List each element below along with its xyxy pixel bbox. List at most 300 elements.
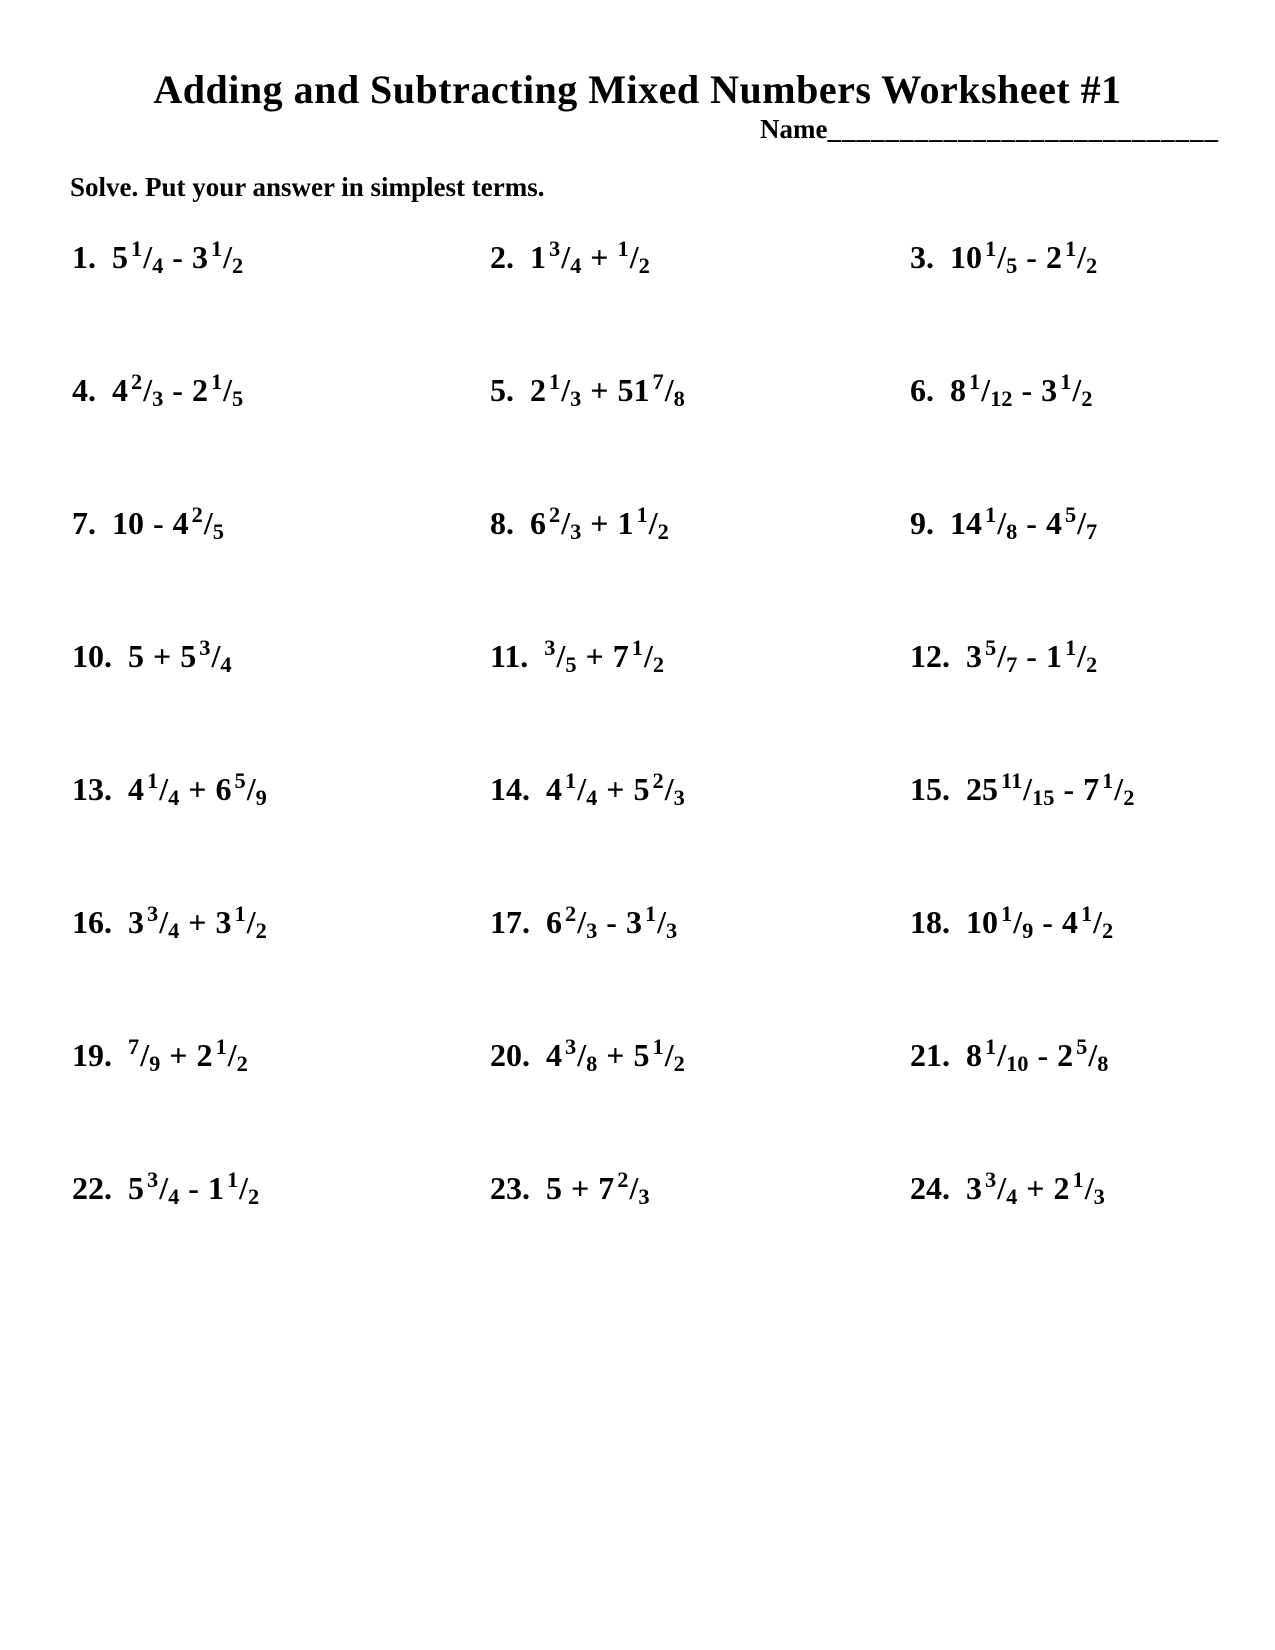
fraction-numerator: 1 — [631, 635, 643, 661]
fraction-denominator: 2 — [236, 1050, 248, 1076]
operator: - — [1026, 638, 1037, 674]
fraction — [644, 901, 678, 943]
fraction-denominator: 2 — [652, 651, 665, 677]
operator: - — [1026, 239, 1037, 275]
fraction-numerator: 1 — [1080, 901, 1093, 927]
fraction-slash: / — [577, 771, 587, 807]
fraction — [1064, 236, 1098, 278]
fraction — [617, 236, 650, 278]
operator: + — [590, 505, 609, 541]
fraction-slash: / — [561, 372, 571, 408]
fraction-numerator: 1 — [234, 901, 246, 927]
fraction-slash: / — [997, 239, 1007, 275]
fraction — [631, 635, 665, 677]
fraction-numerator: 1 — [617, 236, 629, 262]
problem-number: 22. — [72, 1170, 112, 1206]
whole-number: 51 — [617, 372, 650, 408]
problem-number: 4. — [72, 372, 96, 408]
fraction-numerator: 5 — [234, 768, 246, 794]
whole-number: 8 — [966, 1037, 982, 1073]
whole-number: 6 — [530, 505, 546, 541]
whole-number: 2 — [1057, 1037, 1074, 1073]
fraction — [1064, 635, 1098, 677]
fraction — [131, 236, 164, 278]
whole-number: 2 — [1053, 1170, 1070, 1206]
fraction-slash: / — [664, 1037, 674, 1073]
operator: - — [1021, 372, 1033, 408]
fraction-slash: / — [246, 771, 256, 807]
fraction-denominator: 2 — [232, 252, 244, 278]
fraction-numerator: 1 — [210, 369, 223, 395]
fraction-denominator: 2 — [673, 1050, 685, 1076]
fraction-numerator: 2 — [617, 1167, 629, 1193]
fraction-numerator: 7 — [128, 1034, 140, 1060]
problem-9 — [910, 500, 1255, 633]
fraction-denominator: 10 — [1006, 1050, 1029, 1076]
fraction — [147, 1167, 180, 1209]
fraction — [985, 1167, 1018, 1209]
fraction — [199, 635, 232, 677]
operator: - — [188, 1170, 199, 1206]
fraction-slash: / — [997, 638, 1007, 674]
problem-expression — [112, 502, 224, 544]
problem-5 — [490, 367, 910, 500]
fraction-denominator: 2 — [638, 252, 650, 278]
fraction-denominator: 5 — [565, 651, 577, 677]
fraction-numerator: 1 — [644, 901, 657, 927]
whole-number: 1 — [617, 505, 634, 541]
whole-number: 5 — [112, 239, 128, 275]
fraction-numerator: 1 — [1060, 369, 1072, 395]
fraction — [226, 1167, 260, 1209]
whole-number: 5 — [128, 1170, 144, 1206]
fraction-slash: / — [997, 1037, 1007, 1073]
problem-expression — [950, 502, 1098, 544]
fraction-numerator: 1 — [147, 768, 159, 794]
problem-number: 1. — [72, 239, 96, 275]
operator: - — [172, 372, 183, 408]
problem-number: 12. — [910, 638, 950, 674]
whole-number: 5 — [128, 638, 144, 674]
whole-number: 4 — [546, 771, 562, 807]
problem-expression — [530, 236, 650, 278]
name-label: Name — [760, 114, 828, 144]
fraction-slash: / — [159, 904, 169, 940]
fraction-denominator: 3 — [666, 917, 678, 943]
problem-number: 6. — [910, 372, 934, 408]
fraction-numerator: 1 — [1064, 635, 1077, 661]
fraction-numerator: 1 — [969, 369, 981, 395]
fraction-denominator: 5 — [212, 518, 224, 544]
instruction-text: Solve. Put your answer in simplest terms. — [70, 172, 545, 202]
fraction-numerator: 1 — [210, 236, 223, 262]
fraction-numerator: 1 — [565, 768, 577, 794]
operator: + — [188, 771, 207, 807]
fraction — [1001, 768, 1055, 810]
fraction-denominator: 3 — [638, 1183, 650, 1209]
problem-expression — [128, 635, 232, 677]
fraction-numerator: 1 — [215, 1034, 227, 1060]
fraction — [191, 502, 224, 544]
problem-expression — [546, 1034, 685, 1076]
problem-3 — [910, 234, 1255, 367]
fraction-numerator: 7 — [652, 369, 664, 395]
fraction — [549, 236, 582, 278]
operator: + — [153, 638, 172, 674]
fraction — [147, 768, 180, 810]
whole-number: 3 — [625, 904, 642, 940]
fraction — [234, 901, 267, 943]
whole-number: 7 — [1083, 771, 1100, 807]
fraction-slash: / — [556, 638, 566, 674]
whole-number: 10 — [966, 904, 998, 940]
fraction-slash: / — [159, 1170, 169, 1206]
whole-number: 5 — [180, 638, 197, 674]
fraction-denominator: 4 — [152, 252, 164, 278]
operator: + — [169, 1037, 188, 1073]
fraction — [1072, 1167, 1105, 1209]
problem-17 — [490, 899, 910, 1032]
problem-10 — [72, 633, 490, 766]
whole-number: 2 — [530, 372, 546, 408]
fraction-slash: / — [1093, 904, 1103, 940]
whole-number: 4 — [1061, 904, 1078, 940]
problem-23 — [490, 1165, 910, 1298]
fraction-numerator: 5 — [985, 635, 997, 661]
fraction-denominator: 2 — [248, 1183, 260, 1209]
fraction-denominator: 3 — [570, 518, 582, 544]
problem-expression — [546, 768, 685, 810]
fraction-denominator: 9 — [1022, 917, 1034, 943]
fraction-numerator: 2 — [549, 502, 561, 528]
problem-8 — [490, 500, 910, 633]
fraction-numerator: 1 — [549, 369, 561, 395]
operator: + — [590, 372, 609, 408]
fraction-slash: / — [143, 239, 153, 275]
whole-number: 3 — [128, 904, 144, 940]
fraction — [210, 369, 244, 411]
problem-expression — [966, 1034, 1109, 1076]
problem-15 — [910, 766, 1255, 899]
fraction-slash: / — [1077, 239, 1087, 275]
fraction-slash: / — [561, 239, 571, 275]
fraction-slash: / — [223, 372, 233, 408]
fraction-denominator: 3 — [570, 385, 582, 411]
fraction-numerator: 1 — [985, 236, 997, 262]
problem-number: 24. — [910, 1170, 950, 1206]
fraction — [1064, 502, 1098, 544]
fraction — [565, 1034, 598, 1076]
fraction-slash: / — [1013, 904, 1023, 940]
fraction-slash: / — [643, 638, 653, 674]
fraction-denominator: 2 — [1102, 917, 1114, 943]
fraction-denominator: 9 — [149, 1050, 161, 1076]
operator: + — [585, 638, 604, 674]
problem-24 — [910, 1165, 1255, 1298]
fraction-slash: / — [211, 638, 221, 674]
problem-expression — [112, 369, 244, 411]
fraction — [985, 635, 1018, 677]
problem-expression — [128, 1167, 260, 1209]
fraction-slash: / — [561, 505, 571, 541]
operator: + — [606, 1037, 625, 1073]
fraction-denominator: 8 — [1097, 1050, 1109, 1076]
whole-number: 5 — [633, 771, 650, 807]
fraction-slash: / — [143, 372, 153, 408]
problem-number: 2. — [490, 239, 514, 275]
problem-11 — [490, 633, 910, 766]
problem-expression — [546, 1167, 650, 1209]
problem-number: 10. — [72, 638, 112, 674]
fraction-numerator: 2 — [131, 369, 143, 395]
whole-number: 10 — [112, 505, 144, 541]
fraction-numerator: 1 — [1064, 236, 1077, 262]
fraction — [617, 1167, 650, 1209]
name-underline: ___________________________ — [827, 114, 1219, 144]
fraction-denominator: 4 — [586, 784, 598, 810]
fraction-slash: / — [657, 904, 667, 940]
problem-expression — [966, 1167, 1105, 1209]
problem-number: 19. — [72, 1037, 112, 1073]
fraction — [544, 635, 577, 677]
fraction-denominator: 3 — [152, 385, 164, 411]
fraction-denominator: 9 — [255, 784, 267, 810]
problem-number: 3. — [910, 239, 934, 275]
fraction — [985, 236, 1018, 278]
problem-6 — [910, 367, 1255, 500]
fraction-numerator: 3 — [565, 1034, 577, 1060]
fraction-denominator: 15 — [1032, 784, 1055, 810]
problem-number: 7. — [72, 505, 96, 541]
fraction — [1102, 768, 1135, 810]
fraction — [215, 1034, 248, 1076]
whole-number: 3 — [215, 904, 232, 940]
problem-16 — [72, 899, 490, 1032]
fraction-slash: / — [1088, 1037, 1098, 1073]
fraction — [985, 502, 1018, 544]
fraction-slash: / — [997, 1170, 1007, 1206]
problem-13 — [72, 766, 490, 899]
fraction-denominator: 3 — [586, 917, 598, 943]
fraction-numerator: 2 — [191, 502, 203, 528]
fraction-denominator: 8 — [586, 1050, 598, 1076]
fraction — [652, 768, 685, 810]
whole-number: 4 — [112, 372, 128, 408]
fraction — [234, 768, 267, 810]
problem-number: 9. — [910, 505, 934, 541]
fraction — [549, 369, 582, 411]
fraction — [652, 369, 685, 411]
fraction-slash: / — [1072, 372, 1082, 408]
operator: + — [606, 771, 625, 807]
fraction-denominator: 4 — [168, 917, 180, 943]
fraction-slash: / — [981, 372, 991, 408]
problem-number: 20. — [490, 1037, 530, 1073]
problem-number: 16. — [72, 904, 112, 940]
whole-number: 6 — [546, 904, 562, 940]
problem-12 — [910, 633, 1255, 766]
fraction — [1076, 1034, 1109, 1076]
whole-number: 5 — [633, 1037, 650, 1073]
operator: - — [1063, 771, 1075, 807]
whole-number: 2 — [196, 1037, 213, 1073]
problem-expression — [128, 1034, 248, 1076]
problem-expression — [530, 369, 685, 411]
whole-number: 3 — [191, 239, 208, 275]
fraction — [636, 502, 669, 544]
fraction — [210, 236, 244, 278]
fraction-denominator: 4 — [570, 252, 582, 278]
problem-1 — [72, 234, 490, 367]
whole-number: 4 — [546, 1037, 562, 1073]
problem-number: 11. — [490, 638, 529, 674]
problem-expression — [950, 236, 1098, 278]
whole-number: 4 — [172, 505, 189, 541]
fraction-numerator: 3 — [985, 1167, 997, 1193]
fraction-slash: / — [1077, 505, 1087, 541]
whole-number: 4 — [128, 771, 144, 807]
fraction-numerator: 1 — [1102, 768, 1114, 794]
fraction-slash: / — [629, 1170, 639, 1206]
problem-expression — [128, 768, 267, 810]
fraction — [1060, 369, 1093, 411]
problem-expression — [128, 901, 267, 943]
fraction-slash: / — [227, 1037, 237, 1073]
problem-expression — [544, 635, 665, 677]
fraction — [1080, 901, 1114, 943]
fraction-slash: / — [664, 771, 674, 807]
fraction — [652, 1034, 685, 1076]
whole-number: 14 — [950, 505, 982, 541]
fraction-denominator: 2 — [255, 917, 267, 943]
fraction-numerator: 1 — [1072, 1167, 1084, 1193]
name-row — [760, 114, 1219, 145]
problem-14 — [490, 766, 910, 899]
operator: - — [606, 904, 617, 940]
fraction-denominator: 4 — [220, 651, 232, 677]
problem-expression — [112, 236, 244, 278]
whole-number: 1 — [1045, 638, 1062, 674]
fraction-denominator: 2 — [1086, 252, 1098, 278]
whole-number: 6 — [215, 771, 232, 807]
fraction-denominator: 2 — [1123, 784, 1135, 810]
fraction-numerator: 5 — [1076, 1034, 1088, 1060]
fraction-slash: / — [203, 505, 213, 541]
problem-4 — [72, 367, 490, 500]
fraction — [969, 369, 1013, 411]
fraction — [985, 1034, 1029, 1076]
fraction-numerator: 1 — [226, 1167, 239, 1193]
page-title: Adding and Subtracting Mixed Numbers Worksheet #1 — [153, 67, 1122, 112]
whole-number: 8 — [950, 372, 966, 408]
fraction — [1001, 901, 1034, 943]
fraction-numerator: 3 — [549, 236, 561, 262]
operator: + — [571, 1170, 590, 1206]
whole-number: 3 — [966, 638, 982, 674]
operator: - — [1026, 505, 1037, 541]
fraction-numerator: 3 — [544, 635, 556, 661]
problem-expression — [966, 768, 1135, 810]
whole-number: 25 — [966, 771, 998, 807]
problem-expression — [546, 901, 678, 943]
problem-number: 13. — [72, 771, 112, 807]
fraction-slash: / — [577, 1037, 587, 1073]
fraction-slash: / — [629, 239, 639, 275]
fraction-numerator: 3 — [199, 635, 211, 661]
problem-21 — [910, 1032, 1255, 1165]
operator: - — [1042, 904, 1053, 940]
fraction-slash: / — [648, 505, 658, 541]
fraction-numerator: 1 — [985, 1034, 997, 1060]
fraction-slash: / — [1077, 638, 1087, 674]
fraction-denominator: 3 — [673, 784, 685, 810]
problem-number: 15. — [910, 771, 950, 807]
fraction-numerator: 1 — [131, 236, 143, 262]
fraction-slash: / — [223, 239, 233, 275]
fraction-denominator: 3 — [1093, 1183, 1105, 1209]
fraction — [565, 901, 598, 943]
fraction-slash: / — [239, 1170, 249, 1206]
whole-number: 3 — [966, 1170, 982, 1206]
problem-expression — [966, 901, 1114, 943]
whole-number: 2 — [191, 372, 208, 408]
problem-2 — [490, 234, 910, 367]
fraction-numerator: 5 — [1064, 502, 1077, 528]
fraction-denominator: 5 — [1006, 252, 1018, 278]
problem-number: 8. — [490, 505, 514, 541]
operator: - — [153, 505, 164, 541]
whole-number: 7 — [598, 1170, 615, 1206]
fraction — [128, 1034, 161, 1076]
problems-grid — [72, 234, 1255, 1298]
fraction-denominator: 7 — [1086, 518, 1098, 544]
fraction-slash: / — [159, 771, 169, 807]
whole-number: 4 — [1045, 505, 1062, 541]
fraction-numerator: 11 — [1001, 768, 1023, 794]
fraction-numerator: 2 — [652, 768, 664, 794]
fraction-slash: / — [140, 1037, 150, 1073]
problem-number: 17. — [490, 904, 530, 940]
fraction-numerator: 1 — [1001, 901, 1013, 927]
operator: - — [1037, 1037, 1049, 1073]
fraction-denominator: 2 — [1086, 651, 1098, 677]
fraction-denominator: 5 — [232, 385, 244, 411]
fraction-slash: / — [997, 505, 1007, 541]
fraction-numerator: 1 — [652, 1034, 664, 1060]
fraction-denominator: 8 — [673, 385, 685, 411]
whole-number: 3 — [1041, 372, 1058, 408]
fraction — [147, 901, 180, 943]
problem-number: 5. — [490, 372, 514, 408]
problem-expression — [530, 502, 669, 544]
problem-number: 14. — [490, 771, 530, 807]
problem-number: 18. — [910, 904, 950, 940]
problem-number: 21. — [910, 1037, 950, 1073]
operator: + — [188, 904, 207, 940]
fraction-denominator: 2 — [657, 518, 669, 544]
fraction-numerator: 1 — [636, 502, 648, 528]
fraction-numerator: 2 — [565, 901, 577, 927]
fraction-slash: / — [1084, 1170, 1094, 1206]
fraction-numerator: 3 — [147, 901, 159, 927]
whole-number: 7 — [612, 638, 629, 674]
problem-7 — [72, 500, 490, 633]
fraction — [549, 502, 582, 544]
problem-expression — [966, 635, 1098, 677]
fraction-numerator: 1 — [985, 502, 997, 528]
whole-number: 2 — [1045, 239, 1062, 275]
problem-22 — [72, 1165, 490, 1298]
